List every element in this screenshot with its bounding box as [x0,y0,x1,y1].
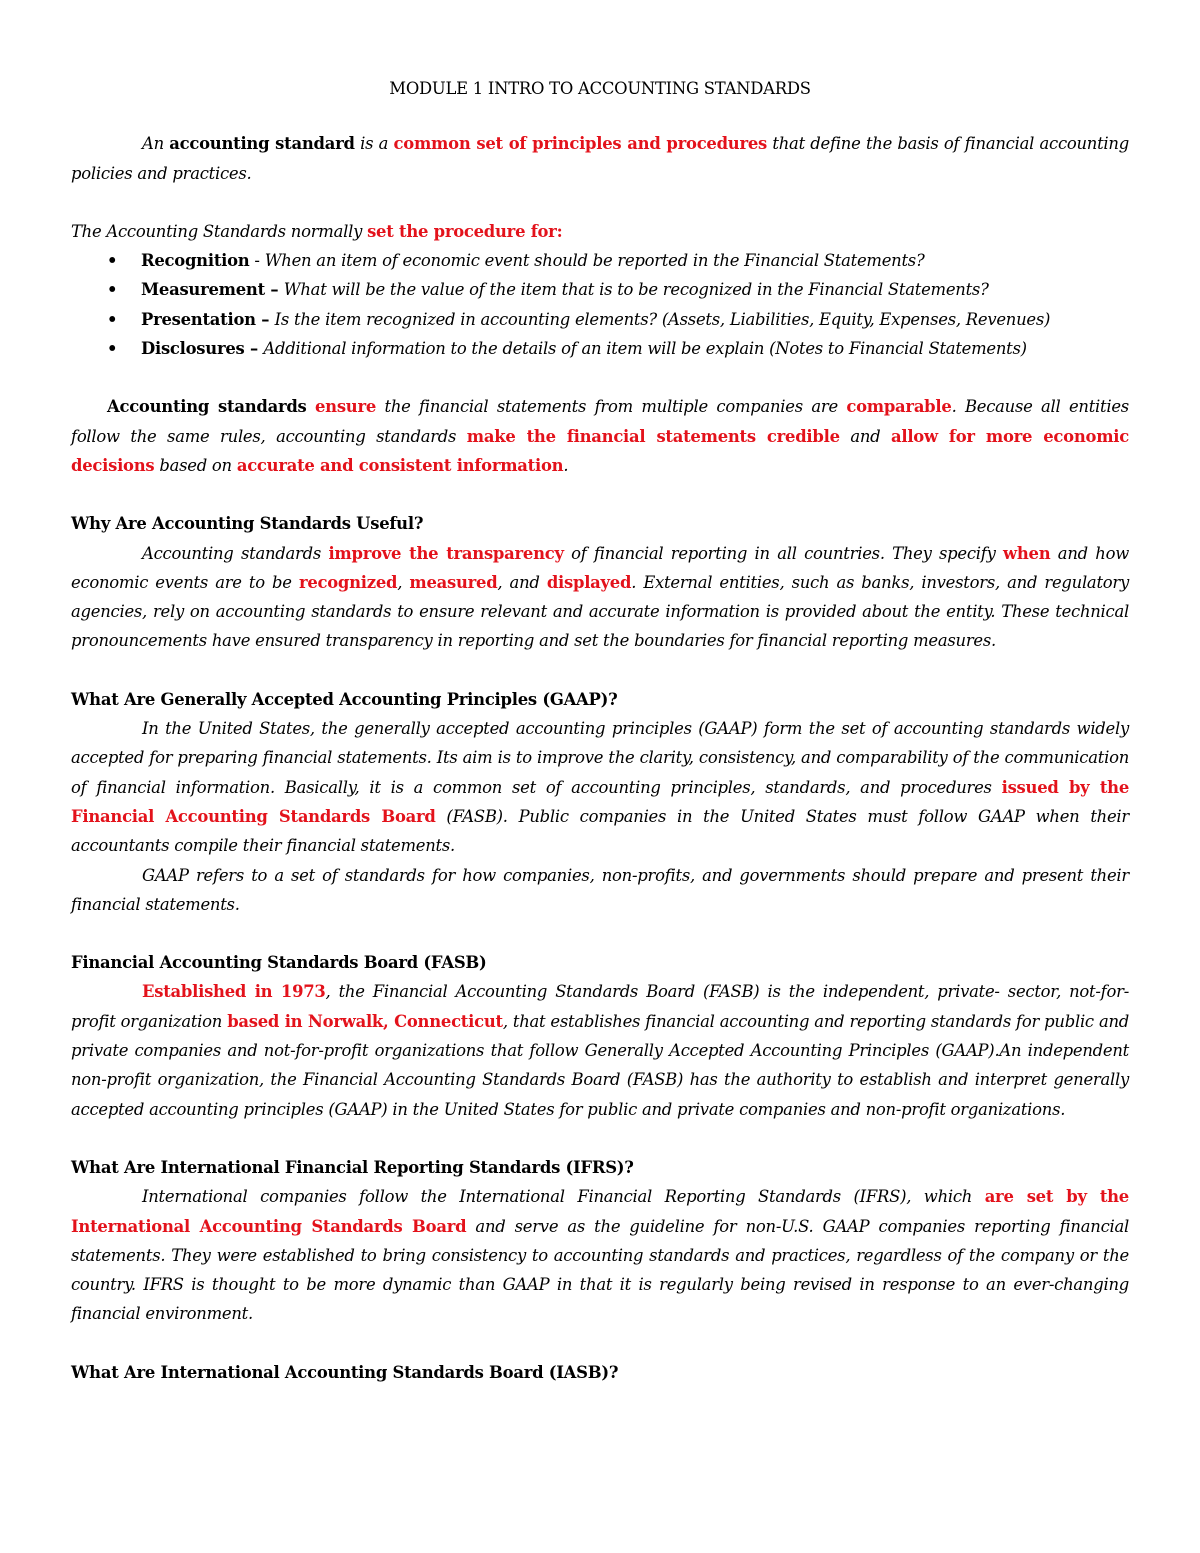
text-run [307,397,315,416]
text-run: . [563,455,569,475]
text-run: In the United States, the generally accepted accounting principles (GAAP) form the set of accounting standards widely accepted for preparing financial statements. Its aim is to improve the clarity, consistency, and comparability of the communication of financial information. Basically, it is a common set of accounting principles, standards, and procedures [71,719,1129,797]
highlight-text: measured [409,572,498,592]
text-run: , the Financial Accounting Standards Board (FASB) is the independent, private- sector, not-for-profit organization [71,982,1129,1031]
text-run: . External entities, such as banks, investors, and regulatory agencies, rely on accounting standards to ensure relevant and accurate information is provided about the entity. These technical pronouncements have ensured transparency in reporting and set the boundaries for financial reporting measures. [71,572,1130,651]
list-item-term: Measurement [141,280,265,300]
text-run: , that establishes financial accounting and reporting standards for public and private companies and not-for-profit organizations that follow Generally Accepted Accounting Principles (GAAP).An independent non-profit organization, the Financial Accounting Standards Board (FASB) has the authority to establish and interpret generally accepted accounting principles (GAAP) in the United States for public and private companies and non-profit organizations. [71,1011,1130,1119]
text-run: is a [354,134,394,154]
highlight-text: Established in 1973 [142,982,326,1002]
list-item-separator: – [264,280,284,300]
text-run: and how economic events are to be [71,543,1129,592]
highlight-text: common set of principles and procedures [393,134,768,154]
section-heading-gaap: What Are Generally Accepted Accounting Principles (GAAP)? [71,689,618,709]
text-run: that define the basis of financial accounting policies and practices. [71,134,1129,183]
spacer [71,1329,1129,1358]
text-run: based on [154,455,237,475]
fasb-paragraph [71,977,1129,1123]
bullet-icon: • [107,251,118,271]
highlight-text: based in Norwalk, Connecticut [227,1011,503,1031]
section-heading-useful: Why Are Accounting Standards Useful? [71,514,424,534]
section-heading-fasb: Financial Accounting Standards Board (FASB) [71,953,487,973]
list-item [107,305,1129,334]
term-accounting-standard: accounting standard [169,134,355,154]
text-run: and [839,426,891,446]
text-run: and serve as the guideline for non-U.S. GAAP companies reporting financial statements. They were established to bring consistency to accounting standards and practices, regardless of the company or the country. IFRS is thought to be more dynamic than GAAP in that it is regularly being revised in response to an ever-changing financial environment. [71,1216,1130,1324]
procedure-intro [71,217,1129,246]
text-run: of financial reporting in all countries. They specify [563,543,1004,563]
text-run: , [397,572,410,592]
list-item-separator: – [255,309,275,329]
intro-paragraph [71,129,1129,188]
spacer [71,188,1129,217]
bullet-icon: • [107,339,118,359]
highlight-text: when [1003,543,1051,563]
gaap-paragraph-2: GAAP refers to a set of standards for how companies, non-profits, and governments should prepare and present their financial statements. [71,865,1129,914]
list-item-separator: – [244,339,264,359]
highlight-text: comparable [846,397,952,417]
list-item-description: When an item of economic event should be reported in the Financial Statements? [264,251,925,271]
text-run: , and [497,572,547,592]
text-run: The Accounting Standards normally [71,221,368,241]
page-title: MODULE 1 INTRO TO ACCOUNTING STANDARDS [389,79,811,98]
list-item-term: Recognition [141,251,250,271]
spacer [71,1124,1129,1153]
text-run: (FASB). Public companies in the United States must follow GAAP when their accountants compile their financial statements. [71,806,1129,856]
list-item-description: Additional information to the details of an item will be explain (Notes to Financial Statements) [263,339,1027,359]
highlight-text: allow for more economic decisions [71,426,1129,475]
text-run: the financial statements from multiple companies are [376,397,847,417]
list-item-description: What will be the value of the item that is to be recognized in the Financial Statements? [283,280,989,300]
highlight-text: recognized [298,572,398,592]
text-run: Accounting standards [142,543,329,563]
highlight-text: displayed [546,572,632,592]
list-item-separator: - [249,251,265,271]
text-run: An [142,134,170,154]
section-heading-iasb: What Are International Accounting Standards Board (IASB)? [71,1362,619,1382]
list-item-term: Presentation [141,309,256,329]
highlight-text: accurate and consistent information [236,455,564,475]
list-item-description: Is the item recognized in accounting elements? (Assets, Liabilities, Equity, Expenses, Revenues) [274,309,1051,329]
gaap-paragraph [71,714,1129,860]
list-item [107,275,1129,304]
spacer [71,919,1129,948]
text-run: . Because all entities follow the same rules, accounting standards [71,397,1129,446]
useful-paragraph [71,539,1129,656]
text-run: International companies follow the International Financial Reporting Standards (IFRS), which [142,1187,985,1207]
section-heading-ifrs: What Are International Financial Reporting Standards (IFRS)? [71,1157,634,1177]
highlight-text: issued by the Financial Accounting Standards Board [71,777,1129,826]
spacer [71,656,1129,685]
procedure-list [71,246,1129,363]
highlight-text: ensure [314,397,377,417]
highlight-text: improve the transparency [328,543,564,563]
list-item-term: Disclosures [141,339,245,359]
spacer [71,480,1129,509]
list-item [107,246,1129,275]
spacer [71,363,1129,392]
ensure-paragraph [71,392,1129,480]
highlight-text: are set by the International Accounting Standards Board [71,1187,1129,1236]
bullet-icon: • [107,309,118,329]
list-item [107,334,1129,363]
highlight-text: set the procedure for: [367,221,563,241]
term-accounting-standards: Accounting standards [107,397,307,417]
bullet-icon: • [107,280,118,300]
highlight-text: make the financial statements credible [466,426,840,446]
ifrs-paragraph [71,1182,1129,1328]
